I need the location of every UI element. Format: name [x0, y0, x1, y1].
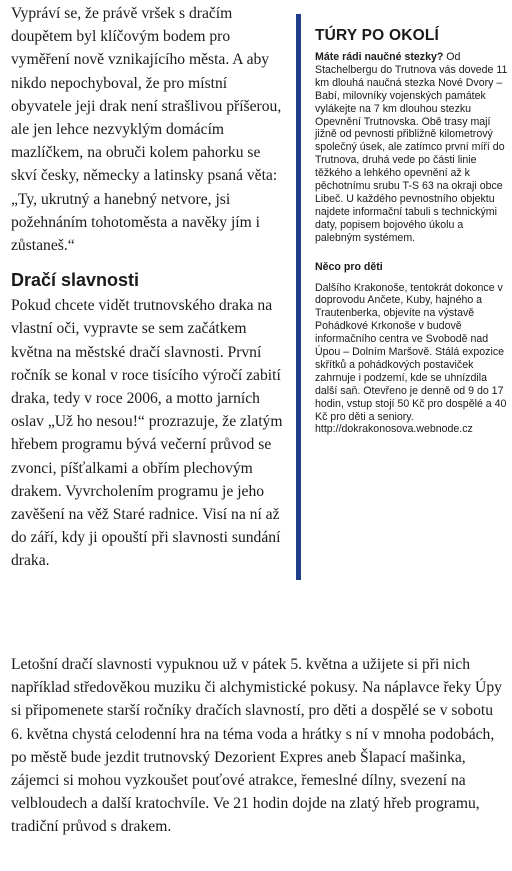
intro-paragraph: Vypráví se, že právě vršek s dračím doupětem byl klíčovým bodem pro vyměření nově vznikajícího města. A aby nikdo nepochyboval, že pro místní obyvatele jeji drak není strašlivou příšerou, ale jen lehce nezvyklým domácím mazlíčkem, na obruči kolem pahorku se skví česky, německy a latinsky psaná věta: „Ty, ukrutný a hanebný netvore, jsi požehnáním tohotoměsta a navěky jím i zůstaneš.“ — [11, 5, 282, 255]
kids-text: Dalšího Krakonoše, tentokrát dokonce v doprovodu Ančete, Kuby, hajného a Trautenberka, objevíte na výstavě Pohádkové Krkonoše v budově informačního centra ve Svobodě nad Úpou – Dolním Maršově. Stálá expozice skřítků a pohádkových postaviček zahrnuje i podzemí, kde se uhnízdila další saň. Otevřeno je denně od 9 do 17 hodin, vstup stojí 50 Kč pro dospělé a 40 Kč pro děti a seniory. — [315, 281, 507, 423]
sidebar-link[interactable]: http://dokrakonosova.webnode.cz — [315, 423, 473, 436]
trail-text: Od Stachelbergu do Trutnova vás dovede 11 km dlouhá naučná stezka Nové Dvory – Babí, milovníky vojenských památek vylákejte na 7 km dlouhou stezku Opevnění Trutnovska. Obě trasy mají jižně od pevnosti přibližně kilometrový společný úsek, ale zatímco první míří do Trutnova, druhá vede po části linie těžkého a lehkého opevnění až k pěchotnímu srubu T-S 63 na okraji obce Libeč. U každého pevnostního objektu najdete informační tabuli s technickými daty, popisem bojového úkolu a palebným systémem. — [315, 51, 508, 244]
sidebar-tury-po-okoli — [296, 14, 508, 580]
kids-heading: Něco pro děti — [315, 260, 383, 273]
main-article-column — [11, 2, 288, 573]
sidebar-title: TÚRY PO OKOLÍ — [315, 27, 440, 44]
section-heading-draci-slavnosti: Dračí slavnosti — [11, 270, 140, 291]
section-paragraph: Pokud chcete vidět trutnovského draka na vlastní oči, vypravte se sem začátkem května na městské dračí slavnosti. První ročník se konal v roce tisícího výročí zabití draka, tedy v roce 2006, a motto jarních oslav „Už ho nesou!“ prozrazuje, že zlatým hřebem programu bývá večerní průvod se zvonci, píšťalkami a obřím plechovým drakem. Vyvrcholením programu je jeho zavěšení na věž Staré radnice. Visí na ní až do září, kdy ji opouští při slavnosti sundání draka. — [11, 297, 283, 570]
bottom-article-text — [11, 653, 506, 839]
bottom-paragraph: Letošní dračí slavnosti vypuknou už v pátek 5. května a užijete si při nich například středověkou muziku či alchymistické pokusy. Na náplavce řeky Úpy si připomenete starší ročníky dračích slavností, pro děti a dospělé se v sobotu 6. května chystá celodenní hra na téma voda a hrátky s ní v mnoha podobách, po městě bude jezdit trutnovský Dezorient Expres aneb Šlapací mašinka, zájemci si mohou vyzkoušet pouťové atrakce, řemeslné dílny, svezení na velbloudech a další kratochvíle. Ve 21 hodin dojde na zlatý hřeb programu, tradiční průvod s drakem. — [11, 656, 502, 836]
trail-question: Máte rádi naučné stezky? — [315, 51, 444, 63]
sidebar-trail-paragraph — [315, 51, 508, 245]
